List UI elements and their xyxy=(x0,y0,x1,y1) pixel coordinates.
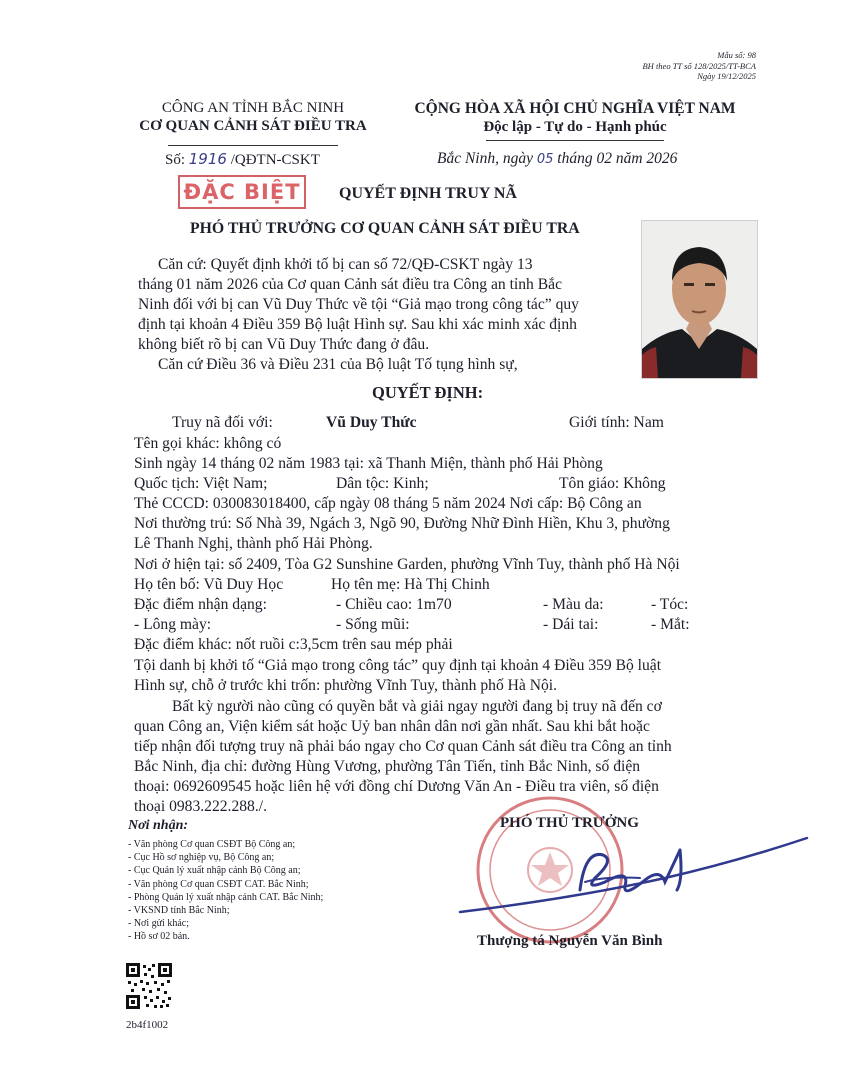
residence-line-1: Nơi thường trú: Số Nhà 39, Ngách 3, Ngõ 90, Đường Nhữ Đình Hiền, Khu 3, phường xyxy=(134,515,670,532)
qr-code xyxy=(126,963,172,1009)
recipients-list xyxy=(128,838,323,944)
feature-hair: - Tóc: xyxy=(651,596,689,613)
date-prefix: Bắc Ninh, ngày xyxy=(437,150,533,167)
special-stamp: ĐẶC BIỆT xyxy=(178,175,306,209)
wanted-label: Truy nã đối với: xyxy=(172,414,273,431)
feature-nose: - Sống mũi: xyxy=(336,616,410,633)
document-title: QUYẾT ĐỊNH TRUY NÃ xyxy=(339,185,517,202)
number-handwritten: 1916 xyxy=(188,150,227,168)
issue-date xyxy=(437,150,677,168)
basis-line-1: Căn cứ: Quyết định khởi tố bị can số 72/QĐ-CSKT ngày 13 xyxy=(158,256,533,273)
signer-name: Thượng tá Nguyễn Văn Bình xyxy=(477,933,663,949)
alias: Tên gọi khác: không có xyxy=(134,435,282,452)
date-handwritten: 05 xyxy=(536,152,554,167)
notice-line-3: tiếp nhận đối tượng truy nã phải báo ngay cho Cơ quan Cảnh sát điều tra Công an tỉnh xyxy=(134,738,672,755)
father-name: Họ tên bố: Vũ Duy Học xyxy=(134,576,284,593)
number-suffix: /QĐTN-CSKT xyxy=(230,152,320,168)
recipient-item: - Phòng Quản lý xuất nhập cảnh CAT. Bắc Ninh; xyxy=(128,891,324,903)
wanted-name: Vũ Duy Thức xyxy=(326,414,417,431)
date-suffix: tháng 02 năm 2026 xyxy=(557,150,678,167)
document-subtitle: PHÓ THỦ TRƯỞNG CƠ QUAN CẢNH SÁT ĐIỀU TRA xyxy=(190,220,580,237)
agency-underline xyxy=(168,145,338,146)
decision-heading: QUYẾT ĐỊNH: xyxy=(372,383,484,402)
basis-line-6: Căn cứ Điều 36 và Điều 231 của Bộ luật Tố tụng hình sự, xyxy=(158,356,518,373)
document-number xyxy=(165,150,320,169)
notice-line-6: thoại 0983.222.288./. xyxy=(134,798,267,815)
features-label: Đặc điểm nhận dạng: xyxy=(134,596,267,613)
suspect-photo xyxy=(641,220,758,379)
crime-line-2: Hình sự, chỗ ở trước khi trốn: phường Vĩnh Tuy, thành phố Hà Nội. xyxy=(134,677,558,694)
birth-info: Sinh ngày 14 tháng 02 năm 1983 tại: xã Thanh Miện, thành phố Hải Phòng xyxy=(134,455,603,472)
number-prefix: Số: xyxy=(165,152,186,168)
notice-line-1: Bất kỳ người nào cũng có quyền bắt và giải ngay người đang bị truy nã đến cơ xyxy=(172,698,662,715)
signer-role: PHÓ THỦ TRƯỞNG xyxy=(500,815,639,831)
current-address: Nơi ở hiện tại: số 2409, Tòa G2 Sunshine Garden, phường Vĩnh Tuy, thành phố Hà Nội xyxy=(134,556,680,573)
feature-eyebrows: - Lông mày: xyxy=(134,616,212,633)
document-code: 2b4f1002 xyxy=(126,1019,169,1031)
other-features: Đặc điểm khác: nốt ruồi c:3,5cm trên sau mép phải xyxy=(134,636,453,653)
ethnicity: Dân tộc: Kinh; xyxy=(336,475,429,492)
form-reference xyxy=(642,50,756,82)
notice-line-2: quan Công an, Viện kiểm sát hoặc Uỷ ban nhân dân nơi gần nhất. Sau khi bắt hoặc xyxy=(134,718,650,735)
notice-line-5: thoại: 0692609545 hoặc liên hệ với đồng chí Dương Văn An - Điều tra viên, số điện xyxy=(134,778,659,795)
recipients-title: Nơi nhận: xyxy=(128,818,189,833)
recipient-item: - Cục Quản lý xuất nhập cảnh Bộ Công an; xyxy=(128,865,301,877)
agency-line-1: CÔNG AN TỈNH BẮC NINH xyxy=(161,100,345,116)
feature-eyes: - Mắt: xyxy=(651,616,690,633)
form-ref-line-1: Mẫu số: 98 xyxy=(717,50,756,60)
recipient-item: - Cục Hồ sơ nghiệp vụ, Bộ Công an; xyxy=(128,852,275,864)
basis-line-3: Ninh đối với bị can Vũ Duy Thức về tội “Giả mạo trong công tác” quy xyxy=(138,296,579,313)
handwritten-signature xyxy=(455,820,815,920)
religion: Tôn giáo: Không xyxy=(559,475,666,492)
portrait-image xyxy=(642,221,757,378)
recipient-item: - VKSND tỉnh Bắc Ninh; xyxy=(128,905,230,917)
mother-name: Họ tên mẹ: Hà Thị Chinh xyxy=(331,576,490,593)
id-card: Thẻ CCCD: 030083018400, cấp ngày 08 tháng 5 năm 2024 Nơi cấp: Bộ Công an xyxy=(134,495,642,512)
recipient-item: - Văn phòng Cơ quan CSĐT Bộ Công an; xyxy=(128,839,296,850)
form-ref-line-2: BH theo TT số 128/2025/TT-BCA xyxy=(642,60,756,71)
nationality: Quốc tịch: Việt Nam; xyxy=(134,475,268,492)
feature-height: - Chiều cao: 1m70 xyxy=(336,596,452,613)
basis-line-2: tháng 01 năm 2026 của Cơ quan Cảnh sát điều tra Công an tỉnh Bắc xyxy=(138,276,562,293)
basis-line-5: không biết rõ bị can Vũ Duy Thức đang ở đâu. xyxy=(138,336,430,353)
crime-line-1: Tội danh bị khởi tố “Giả mạo trong công tác” quy định tại khoản 4 Điều 359 Bộ luật xyxy=(134,657,662,674)
gender: Giới tính: Nam xyxy=(569,414,664,431)
motto-underline xyxy=(486,140,664,141)
residence-line-2: Lê Thanh Nghị, thành phố Hải Phòng. xyxy=(134,535,373,552)
feature-skin: - Màu da: xyxy=(543,596,604,613)
recipient-item: - Hồ sơ 02 bản. xyxy=(128,931,190,943)
form-ref-line-3: Ngày 19/12/2025 xyxy=(697,71,756,81)
nation-motto: Độc lập - Tự do - Hạnh phúc xyxy=(483,119,667,135)
recipient-item: - Văn phòng Cơ quan CSĐT CAT. Bắc Ninh; xyxy=(128,878,309,890)
basis-line-4: định tại khoản 4 Điều 359 Bộ luật Hình sự. Sau khi xác minh xác định xyxy=(138,316,577,333)
nation-title: CỘNG HÒA XÃ HỘI CHỦ NGHĨA VIỆT NAM xyxy=(414,100,736,117)
notice-line-4: Bắc Ninh, địa chỉ: đường Hùng Vương, phường Tân Tiến, tỉnh Bắc Ninh, số điện xyxy=(134,758,641,775)
recipient-item: - Nơi gửi khác; xyxy=(128,918,189,930)
agency-line-2: CƠ QUAN CẢNH SÁT ĐIỀU TRA xyxy=(139,118,367,134)
feature-ears: - Dái tai: xyxy=(543,616,599,633)
